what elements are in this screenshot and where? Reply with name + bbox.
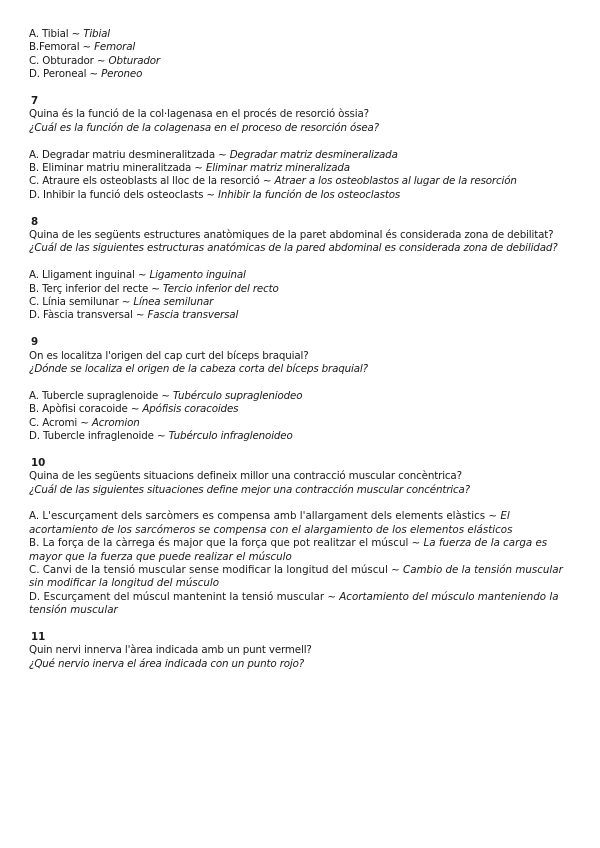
question-text-ca: On es localitza l'origen del cap curt del bíceps braquial?: [29, 349, 309, 362]
question-number: 9: [31, 336, 39, 349]
question-7: [29, 95, 574, 202]
intro-options: [29, 28, 574, 82]
question-text-ca: Quina és la funció de la col·lagenasa en el procés de resorció òssia?: [29, 108, 369, 121]
option-b: B. Terç inferior del recte~ Tercio inferior del recto: [29, 283, 574, 296]
question-10: [29, 457, 574, 618]
question-text-ca: Quina de les següents situacions defineix millor una contracció muscular concèntrica?: [29, 470, 462, 483]
option-c: C. Obturador~ Obturador: [29, 55, 574, 68]
option-d: D. Escurçament del múscul mantenint la tensió muscular~ Acortamiento del músculo manteniendo la tensión muscular: [29, 591, 574, 618]
option-d: D. Fàscia transversal~ Fascia transversal: [29, 309, 574, 322]
question-text-es: ¿Qué nervio inerva el área indicada con un punto rojo?: [29, 657, 305, 670]
option-d: D. Inhibir la funció dels osteoclasts~ Inhibir la función de los osteoclastos: [29, 189, 574, 202]
option-c: C. Atraure els osteoblasts al lloc de la resorció~ Atraer a los osteoblastos al lugar de la resorción: [29, 175, 574, 188]
question-number: 11: [31, 631, 46, 644]
question-number: 10: [31, 456, 46, 469]
question-text-es: ¿Dónde se localiza el origen de la cabeza corta del bíceps braquial?: [29, 363, 368, 376]
question-text-es: ¿Cuál es la función de la colagenasa en el proceso de resorción ósea?: [29, 121, 379, 134]
option-b: B. Eliminar matriu mineralitzada~ Eliminar matriz mineralizada: [29, 162, 574, 175]
question-text-es: ¿Cuál de las siguientes estructuras anatómicas de la pared abdominal es considerada zona de debilidad?: [29, 242, 558, 255]
option-b: B. La força de la càrrega és major que la força que pot realitzar el múscul~ La fuerza de la carga es mayor que la fuerza que puede realizar el músculo: [29, 537, 574, 564]
option-c: C. Canvi de la tensió muscular sense modificar la longitud del múscul~ Cambio de la tensión muscular sin modificar la longitud del músculo: [29, 564, 574, 591]
question-text-ca: Quin nervi innerva l'àrea indicada amb un punt vermell?: [29, 644, 312, 657]
question-text-ca: Quina de les següents estructures anatòmiques de la paret abdominal és considerada zona de debilitat?: [29, 229, 554, 242]
question-number: 7: [31, 95, 39, 108]
question-8: [29, 216, 574, 323]
option-a: A. L'escurçament dels sarcòmers es compensa amb l'allargament dels elements elàstics~ El acortamiento de los sarcómeros se compensa con el alargamiento de los elementos elásticos: [29, 510, 574, 537]
question-9: [29, 336, 574, 443]
option-a: A. Lligament inguinal~ Ligamento inguinal: [29, 269, 574, 282]
option-a: A. Degradar matriu desmineralitzada~ Degradar matriz desmineralizada: [29, 149, 574, 162]
option-b: B.Femoral~ Femoral: [29, 41, 574, 54]
option-b: B. Apòfisi coracoide~ Apófisis coracoides: [29, 403, 574, 416]
document-page: [29, 28, 574, 671]
option-a: A. Tibial~ Tibial: [29, 28, 574, 41]
option-d: D. Peroneal~ Peroneo: [29, 68, 574, 81]
question-11: [29, 631, 574, 671]
option-c: C. Línia semilunar~ Línea semilunar: [29, 296, 574, 309]
option-c: C. Acromi~ Acromion: [29, 417, 574, 430]
option-d: D. Tubercle infraglenoide~ Tubérculo infraglenoideo: [29, 430, 574, 443]
question-text-es: ¿Cuál de las siguientes situaciones define mejor una contracción muscular concéntrica?: [29, 483, 470, 496]
question-number: 8: [31, 215, 39, 228]
option-a: A. Tubercle supraglenoide~ Tubérculo supragleniodeo: [29, 390, 574, 403]
